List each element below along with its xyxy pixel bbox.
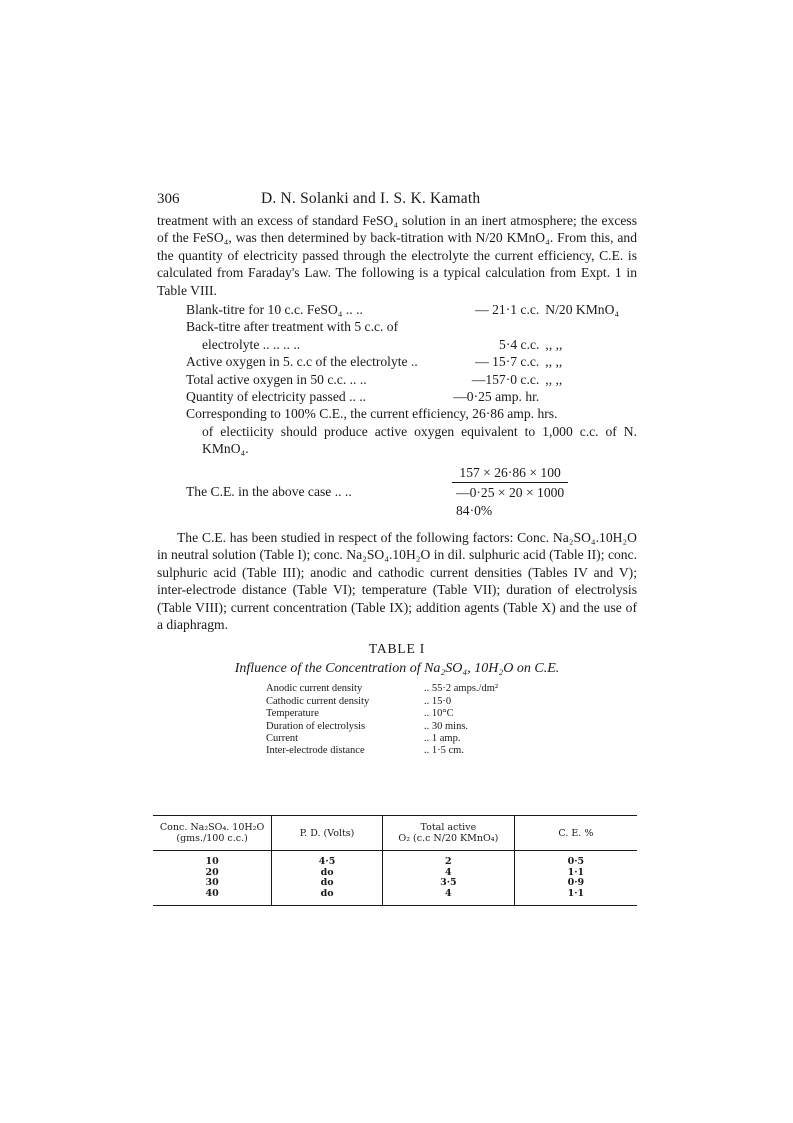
data-table [153, 815, 637, 906]
table-body [153, 851, 637, 906]
header-pd: P. D. (Volts) [272, 816, 383, 851]
table-row [153, 889, 637, 906]
corresponding-continuation: of electiicity should produce active oxygen equivalent to 1,000 c.c. of N. KMnO₄. [202, 423, 637, 457]
table-cell: 30 [153, 878, 272, 889]
condition-key: Temperature [266, 708, 319, 720]
page-number: 306 [157, 191, 180, 207]
table-cell: 40 [153, 889, 272, 906]
condition-key: Current [266, 732, 299, 744]
table-cell: 2 [382, 851, 514, 868]
table-row [153, 868, 637, 879]
calculation-label: Back-titre after treatment with 5 c.c. of [186, 319, 399, 335]
calculation-label: Quantity of electricity passed .. .. [186, 389, 367, 405]
intro-paragraph: treatment with an excess of standard FeSO₄ solution in an inert atmosphere; the excess of the FeSO₄, was then determined by back-titration with N/20 KMnO₄. From this, and the quantity of electricity passed through the electrolyte the current efficiency, C.E. is calculated from Faraday's Law. The following is a typical calculation from Expt. 1 in Table VIII. [157, 213, 637, 298]
condition-key: Inter-electrode distance [266, 745, 365, 757]
calculation-row [186, 318, 637, 335]
page-header [157, 190, 637, 212]
calculation-label: Blank-titre for 10 c.c. FeSO₄ .. .. [186, 302, 363, 318]
page-body [157, 190, 637, 758]
calculation-label: Active oxygen in 5. c.c of the electrolyte .. [186, 354, 418, 370]
corresponding-first-line: Corresponding to 100% C.E., the current efficiency, 26·86 amp. hrs. [186, 406, 558, 422]
calculation-label: electrolyte .. .. .. .. [202, 336, 301, 352]
table-caption: Influence of the Concentration of Na₂SO₄, 10H₂O on C.E. [234, 661, 560, 677]
calculation-unit [539, 318, 637, 335]
condition-value: .. 30 mins. [424, 720, 469, 732]
calculation-row [186, 371, 637, 388]
table-cell: 1·1 [567, 866, 585, 878]
factors-paragraph: The C.E. has been studied in respect of the following factors: Conc. Na₂SO₄.10H₂O in neutral solution (Table I); conc. Na₂SO₄.10H₂O in dil. sulphuric acid (Table II); conc. sulphuric acid (Table III); anodic and cathodic current densities (Tables IV and V); inter-electrode distance (Table VI); temperature (Table VII); duration of electrolysis (Table VIII); current concentration (Table IX); addition agents (Table X) and the use of a diaphragm. [157, 529, 637, 632]
table-cell: do [272, 868, 383, 879]
table-cell: 0·9 [567, 877, 585, 888]
condition-value: .. 1·5 cm. [424, 745, 464, 757]
table-header-row [153, 816, 637, 851]
calculation-row [186, 353, 637, 370]
header-total-active-oxygen: Total active O₂ (c.c N/20 KMnO₄) [382, 816, 514, 851]
condition-row [266, 683, 637, 695]
condition-row [266, 745, 637, 757]
condition-row [266, 733, 637, 745]
table-cell: 4·5 [272, 851, 383, 868]
ce-denominator: —0·25 × 20 × 1000 [456, 485, 565, 501]
ce-calculation [186, 464, 637, 519]
calculation-value: 5·4 c.c. [499, 336, 540, 352]
table-cell: 10 [153, 851, 272, 868]
header-concentration: Conc. Na₂SO₄. 10H₂O (gms./100 c.c.) [153, 816, 272, 851]
calculation-value: —157·0 c.c. [471, 371, 540, 387]
calculation-value [443, 318, 540, 335]
table-cell: 4 [382, 868, 514, 879]
condition-value: .. 10°C [424, 708, 454, 720]
calculation-label: Total active oxygen in 50 c.c. .. .. [186, 371, 367, 387]
running-title: D. N. Solanki and I. S. K. Kamath [261, 190, 481, 207]
calculation-block [186, 301, 637, 519]
table-cell: 1·1 [514, 889, 637, 906]
table-container [153, 815, 637, 906]
condition-key: Anodic current density [266, 683, 363, 695]
ce-numerator: 157 × 26·86 × 100 [452, 464, 568, 483]
calculation-row [186, 336, 637, 353]
calculation-unit: ,, ,, [545, 336, 563, 352]
calculation-row [186, 301, 637, 318]
condition-key: Duration of electrolysis [266, 720, 366, 732]
condition-row [266, 708, 637, 720]
condition-value: .. 15·0 [424, 695, 452, 707]
table-row [153, 851, 637, 868]
table-cell: 20 [153, 868, 272, 879]
calculation-value: — 21·1 c.c. [475, 302, 540, 318]
table-title: TABLE I [368, 641, 426, 657]
ce-fraction [452, 464, 568, 519]
corresponding-paragraph [186, 405, 637, 457]
condition-row [266, 696, 637, 708]
calculation-rows [186, 301, 637, 405]
calculation-unit [539, 388, 637, 405]
header-ce: C. E. % [514, 816, 637, 851]
condition-key: Cathodic current density [266, 695, 370, 707]
condition-value: .. 1 amp. [424, 732, 461, 744]
table-row [153, 878, 637, 889]
table-cell: 3·5 [382, 878, 514, 889]
table-cell: do [272, 878, 383, 889]
ce-result: 84·0% [456, 502, 493, 518]
table-conditions [266, 683, 637, 757]
ce-label: The C.E. in the above case .. .. [186, 483, 352, 499]
condition-row [266, 721, 637, 733]
calculation-unit: ,, ,, [545, 371, 563, 387]
table-cell: do [272, 889, 383, 906]
calculation-row [186, 388, 637, 405]
calculation-value: — 15·7 c.c. [475, 354, 540, 370]
table-cell: 4 [382, 889, 514, 906]
calculation-unit: ,, ,, [545, 354, 563, 370]
calculation-unit: N/20 KMnO₄ [545, 302, 620, 318]
table-cell: 0·5 [567, 856, 585, 867]
condition-value: .. 55·2 amps./dm² [424, 683, 499, 695]
calculation-value: —0·25 amp. hr. [453, 389, 540, 405]
